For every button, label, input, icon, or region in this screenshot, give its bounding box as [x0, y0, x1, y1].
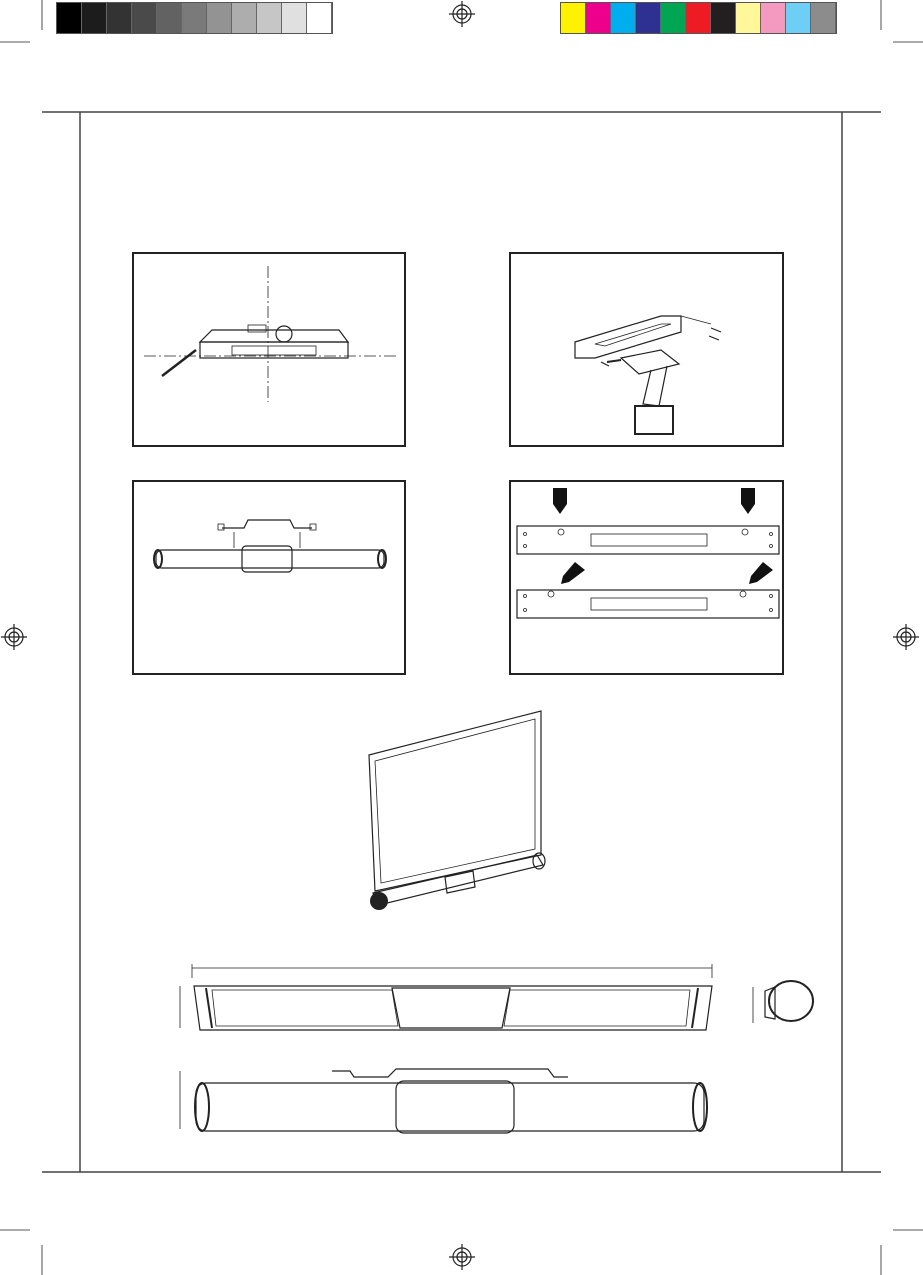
soundbar-icon: [194, 986, 712, 1030]
tv-icon: [369, 711, 541, 891]
speaker-end-icon: [753, 981, 813, 1023]
pencil-icon: [162, 350, 196, 376]
tv-soundbar-drawing: [355, 705, 555, 915]
soundbar-bracket-drawing: [172, 1065, 722, 1137]
bracket-icon: [180, 1069, 568, 1129]
soundbar-level-drawing: [134, 254, 408, 449]
registration-mark-top: [449, 1, 475, 27]
soundbar-icon: [154, 546, 386, 572]
bracket-spacing-drawing: [134, 482, 408, 677]
figure-4-panel: [509, 480, 784, 675]
arrow-down-icon: [553, 488, 773, 584]
registration-mark-bottom: [449, 1244, 475, 1270]
soundbar-front-drawing: [172, 960, 722, 1036]
bracket-icon: [218, 520, 316, 548]
dimension-icon: [180, 964, 712, 1028]
figure-3-panel: [132, 480, 406, 675]
bracket-icon: [517, 590, 779, 618]
soundbar-icon: [195, 1081, 707, 1133]
soundbar-side-drawing: [745, 975, 825, 1035]
bracket-icon: [575, 316, 711, 358]
bracket-drilling-drawing: [511, 254, 786, 449]
bracket-hook-drawing: [511, 482, 786, 677]
figure-1-panel: [132, 252, 406, 447]
soundbar-icon: [370, 853, 545, 910]
drill-icon: [607, 350, 679, 434]
registration-mark-left: [1, 624, 27, 650]
soundbar-icon: [200, 325, 348, 358]
registration-mark-right: [893, 624, 919, 650]
bracket-icon: [517, 526, 779, 554]
figure-2-panel: [509, 252, 784, 447]
